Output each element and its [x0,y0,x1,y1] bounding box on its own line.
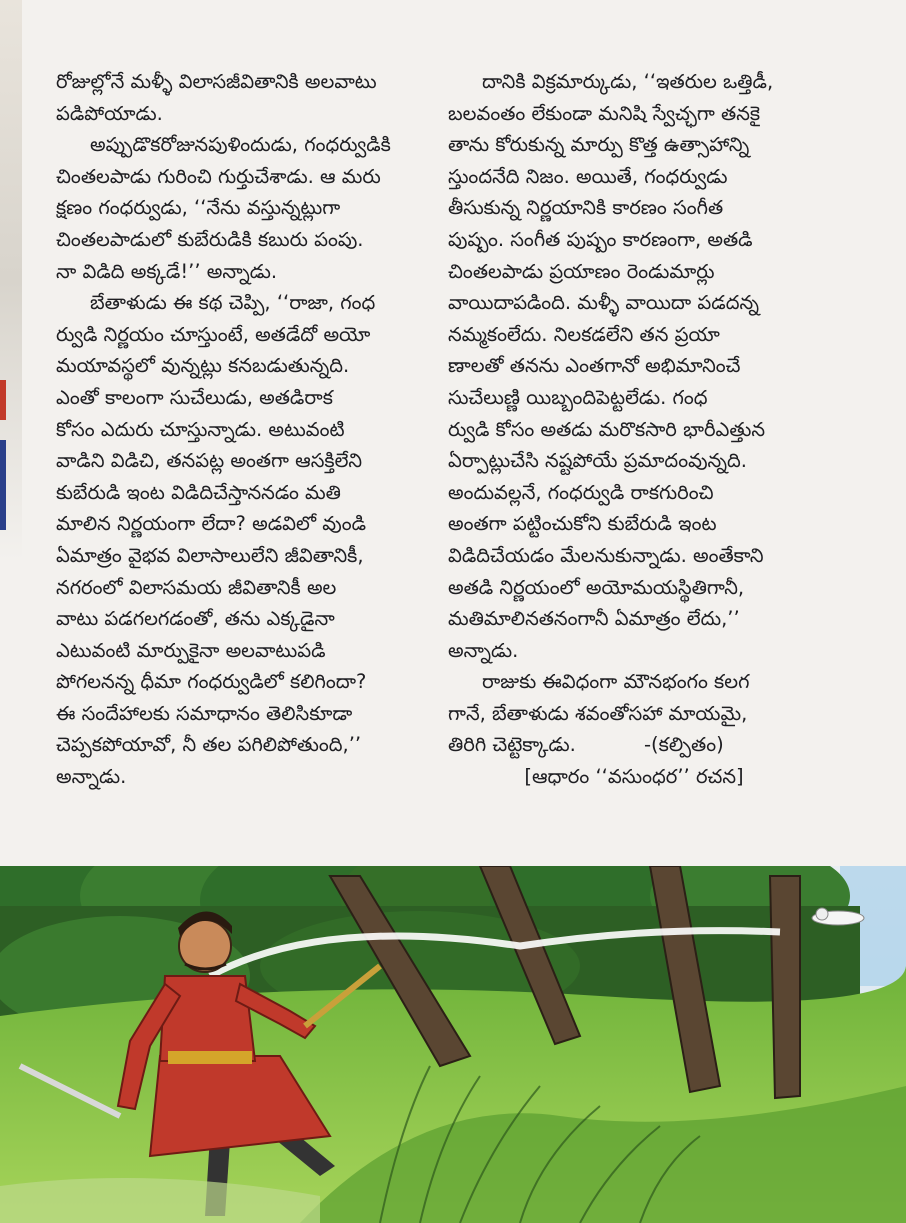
text-line: చెప్పకపోయావో, నీ తల పగిలిపోతుంది,’’ [56,733,362,757]
text-line: ఈ సందేహాలకు సమాధానం తెలిసికూడా [56,701,353,725]
text-line: విడిదిచేయడం మేలనుకున్నాడు. అంతేకాని [448,543,764,567]
source-credit: [ఆధారం ‘‘వసుంధర’’ రచన] [524,765,744,789]
text-line: అతడి నిర్ణయంలో అయోమయస్థితిగానీ, [448,575,745,599]
text-line: కోసం ఎదురు చూస్తున్నాడు. అటువంటి [56,417,345,441]
text-line: పోగలనన్న ధీమా గంధర్వుడిలో కలిగిందా? [56,670,367,694]
text-line: ర్వుడి నిర్ణయం చూస్తుంటే, అతడేదో అయో [56,322,371,346]
text-line: కుబేరుడి ఇంట విడిదిచేస్తాననడం మతి [56,480,341,504]
warrior-forest-scene [0,866,906,1223]
edge-color-mark [0,380,6,420]
text-line: చింతలపాడు గురించి గుర్తుచేశాడు. ఆ మరు [56,164,381,188]
text-line: పుష్పం. సంగీత పుష్పం కారణంగా, అతడి [448,227,753,251]
text-line: అంతగా పట్టించుకోని కుబేరుడి ఇంట [448,512,717,536]
story-illustration [0,866,906,1223]
text-line: మయావస్థలో వున్నట్లు కనబడుతున్నది. [56,354,350,378]
text-line: రోజుల్లోనే మళ్ళీ విలాసజీవితానికి అలవాటు [56,70,377,93]
text-line: తిరిగి చెట్టెక్కాడు. -(కల్పితం) [448,733,724,757]
text-line: వాయిదాపడింది. మళ్ళీ వాయిదా పడదన్న [448,291,759,315]
text-line: అప్పుడొకరోజునపుళిందుడు, గంధర్వుడికి [90,133,391,157]
text-line: వాటు పడగలగడంతో, తను ఎక్కడైనా [56,607,335,631]
text-line: ఏమాత్రం వైభవ విలాసాలులేని జీవితానికీ, [56,543,364,567]
text-line: పడిపోయాడు. [56,101,163,125]
text-line: నమ్మకంలేదు. నిలకడలేని తన ప్రయా [448,322,720,346]
text-line: ఎంతో కాలంగా సుచేలుడు, అతడిరాక [56,385,333,409]
text-line: క్షణం గంధర్వుడు, ‘‘నేను వస్తున్నట్లుగా [56,196,341,220]
text-line: తీసుకున్న నిర్ణయానికి కారణం సంగీత [448,196,724,220]
text-line: అందువల్లనే, గంధర్వుడి రాకగురించి [448,480,714,504]
text-line: అన్నాడు. [448,638,519,662]
text-line: బేతాళుడు ఈ కథ చెప్పి, ‘‘రాజా, గంధ [90,291,376,315]
text-line: రాజుకు ఈవిధంగా మౌనభంగం కలగ [482,670,750,694]
text-line: తాను కోరుకున్న మార్పు కొత్త ఉత్సాహాన్ని [448,133,750,157]
text-line: నా విడిది అక్కడే!’’ అన్నాడు. [56,259,278,283]
text-line: వాడిని విడిచి, తనపట్ల అంతగా ఆసక్తిలేని [56,449,363,473]
text-line: చింతలపాడు ప్రయాణం రెండుమార్లు [448,259,715,283]
text-line: ర్వుడి కోసం అతడు మరొకసారి భారీఎత్తున [448,417,766,441]
text-line: గానే, బేతాళుడు శవంతోసహా మాయమై, [448,701,748,725]
text-line: దానికి విక్రమార్కుడు, ‘‘ఇతరుల ఒత్తిడీ, [482,70,774,93]
text-line: స్తుందనేది నిజం. అయితే, గంధర్వుడు [448,164,728,188]
edge-color-mark [0,440,6,530]
story-column-left [56,66,436,793]
text-line: ఎటువంటి మార్పుకైనా అలవాటుపడి [56,638,326,662]
text-line: ఏర్పాట్లుచేసి నష్టపోయే ప్రమాదంవున్నది. [448,449,747,473]
text-line: సుచేలుణ్ణి యిబ్బందిపెట్టలేడు. గంధ [448,385,708,409]
text-line: మతిమాలినతనంగానీ ఏమాత్రం లేదు,’’ [448,607,740,631]
text-line: అన్నాడు. [56,765,127,789]
text-line: నగరంలో విలాసమయ జీవితానికీ అల [56,575,337,599]
text-line: బలవంతం లేకుండా మనిషి స్వేచ్ఛగా తనకై [448,101,761,125]
text-line: ణాలతో తనను ఎంతగానో అభిమానించే [448,354,741,378]
story-column-right [448,66,848,793]
text-line: మాలిన నిర్ణయంగా లేదా? అడవిలో వుండి [56,512,367,536]
text-line: చింతలపాడులో కుబేరుడికి కబురు పంపు. [56,227,364,251]
